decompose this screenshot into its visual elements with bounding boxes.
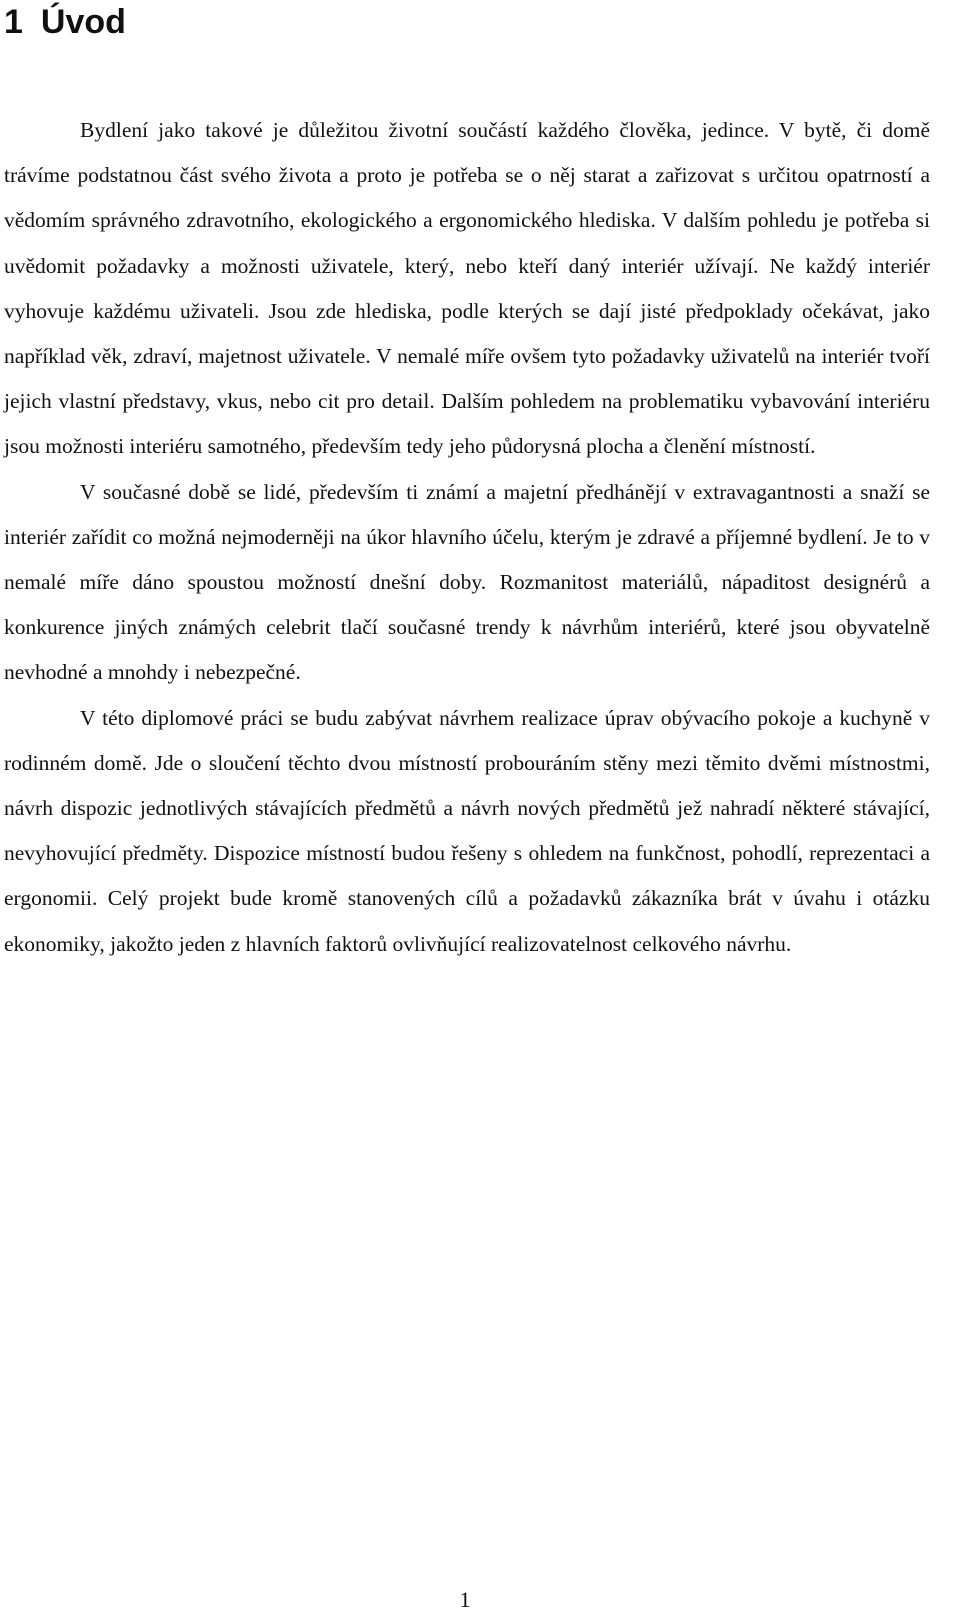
chapter-number: 1 <box>4 3 23 41</box>
chapter-heading <box>4 0 126 44</box>
paragraph-2: V současné době se lidé, především ti známí a majetní předhánějí v extravagantnosti a snaží se interiér zařídit co možná nejmoderněji na úkor hlavního účelu, kterým je zdravé a příjemné bydlení. Je to v nemalé míře dáno spoustou možností dnešní doby. Rozmanitost materiálů, nápaditost designérů a konkurence jiných známých celebrit tlačí současné trendy k návrhům interiérů, které jsou obyvatelně nevhodné a mnohdy i nebezpečné. <box>4 479 930 685</box>
paragraph-1: Bydlení jako takové je důležitou životní součástí každého člověka, jedince. V bytě, či domě trávíme podstatnou část svého života a proto je potřeba se o něj starat a zařizovat s určitou opatrností a vědomím správného zdravotního, ekologického a ergonomického hlediska. V dalším pohledu je potřeba si uvědomit požadavky a možnosti uživatele, který, nebo kteří daný interiér užívají. Ne každý interiér vyhovuje každému uživateli. Jsou zde hlediska, podle kterých se dají jisté předpoklady očekávat, jako například věk, zdraví, majetnost uživatele. V nemalé míře ovšem tyto požadavky uživatelů na interiér tvoří jejich vlastní představy, vkus, nebo cit pro detail. Dalším pohledem na problematiku vybavování interiéru jsou možnosti interiéru samotného, především tedy jeho půdorysná plocha a členění místností. <box>4 118 930 459</box>
body-text <box>4 108 930 967</box>
page-number: 1 <box>459 1587 471 1612</box>
chapter-title: Úvod <box>40 3 126 41</box>
paragraph-3: V této diplomové práci se budu zabývat návrhem realizace úprav obývacího pokoje a kuchyně v rodinném domě. Jde o sloučení těchto dvou místností probouráním stěny mezi těmito dvěmi místnostmi, návrh dispozic jednotlivých stávajících předmětů a návrh nových předmětů jež nahradí některé stávající, nevyhovující předměty. Dispozice místností budou řešeny s ohledem na funkčnost, pohodlí, reprezentaci a ergonomii. Celý projekt bude kromě stanovených cílů a požadavků zákazníka brát v úvahu i otázku ekonomiky, jakožto jeden z hlavních faktorů ovlivňující realizovatelnost celkového návrhu. <box>4 705 930 956</box>
